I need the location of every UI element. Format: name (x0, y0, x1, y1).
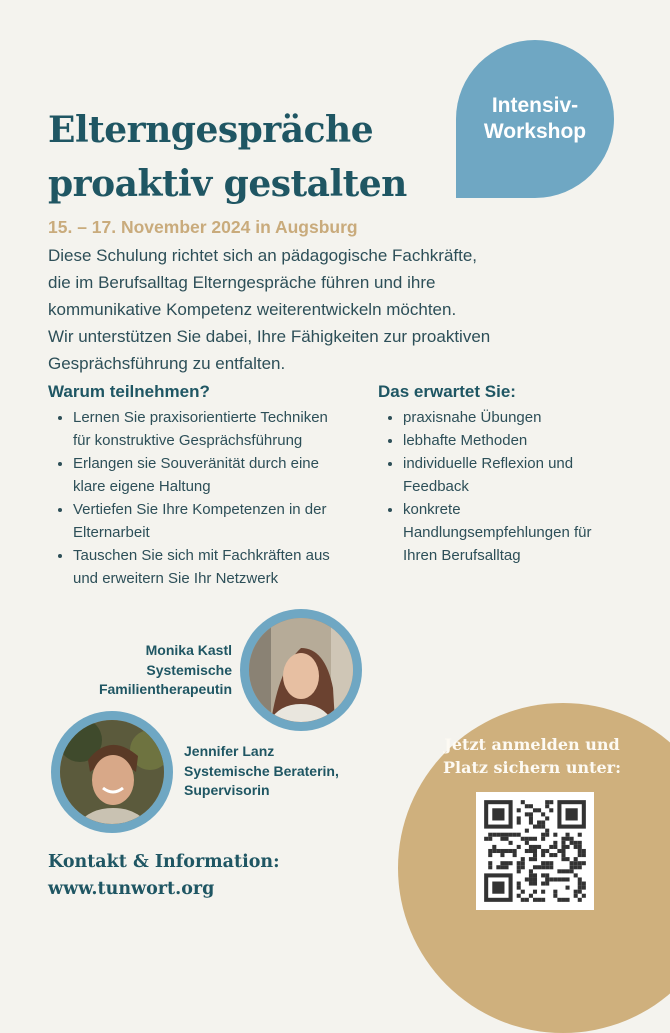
list-item: • praxisnahe Übungen (403, 406, 663, 429)
why-heading: Warum teilnehmen? (48, 382, 210, 401)
list-item: • individuelle Reflexion und Feedback (403, 452, 663, 498)
event-date: 15. – 17. November 2024 in Augsburg (48, 217, 358, 237)
trainer-1-photo (240, 609, 362, 731)
title-line-1: Elterngespräche (48, 109, 374, 151)
workshop-badge (456, 40, 614, 198)
expect-heading: Das erwartet Sie: (378, 382, 516, 401)
portrait-image (249, 618, 353, 722)
registration-text: Jetzt anmelden und Platz sichern unter: (443, 735, 621, 777)
list-item: • Lernen Sie praxisorientierte Techniken für konstruktive Gesprächsführung (73, 406, 393, 452)
qr-code-icon[interactable] (476, 792, 594, 910)
badge-line-1: Intensiv- (491, 94, 579, 117)
portrait-image (60, 720, 164, 824)
why-list (48, 406, 393, 590)
qr-code-graphic (476, 792, 594, 910)
title-line-2: proaktiv gestalten (48, 163, 407, 205)
list-item: • Vertiefen Sie Ihre Kompetenzen in der Elternarbeit (73, 498, 393, 544)
trainer-2-caption: Jennifer Lanz Systemische Beraterin, Supervisorin (184, 743, 339, 798)
list-item: • Tauschen Sie sich mit Fachkräften aus und erweitern Sie Ihr Netzwerk (73, 544, 393, 590)
expect-list (378, 406, 663, 567)
badge-line-2: Workshop (483, 120, 587, 143)
list-item: • Erlangen sie Souveränität durch eine klare eigene Haltung (73, 452, 393, 498)
intro-text: Diese Schulung richtet sich an pädagogische Fachkräfte, die im Berufsalltag Elterngespräche führen und ihre kommunikative Kompetenz weiterentwickeln möchten. Wir unterstützen Sie dabei, Ihre Fähigkeiten zur proaktiven Gesprächsführung zu entfalten. (48, 246, 491, 373)
contact-info: Kontakt & Information: www.tunwort.org (48, 852, 280, 899)
list-item: • konkrete Handlungsempfehlungen für Ihren Berufsalltag (403, 498, 663, 567)
website-link[interactable]: www.tunwort.org (48, 879, 215, 899)
page-title (48, 103, 407, 211)
trainer-2-photo (51, 711, 173, 833)
list-item: • lebhafte Methoden (403, 429, 663, 452)
trainer-1-caption: Monika Kastl Systemische Familientherapeutin (98, 642, 232, 697)
